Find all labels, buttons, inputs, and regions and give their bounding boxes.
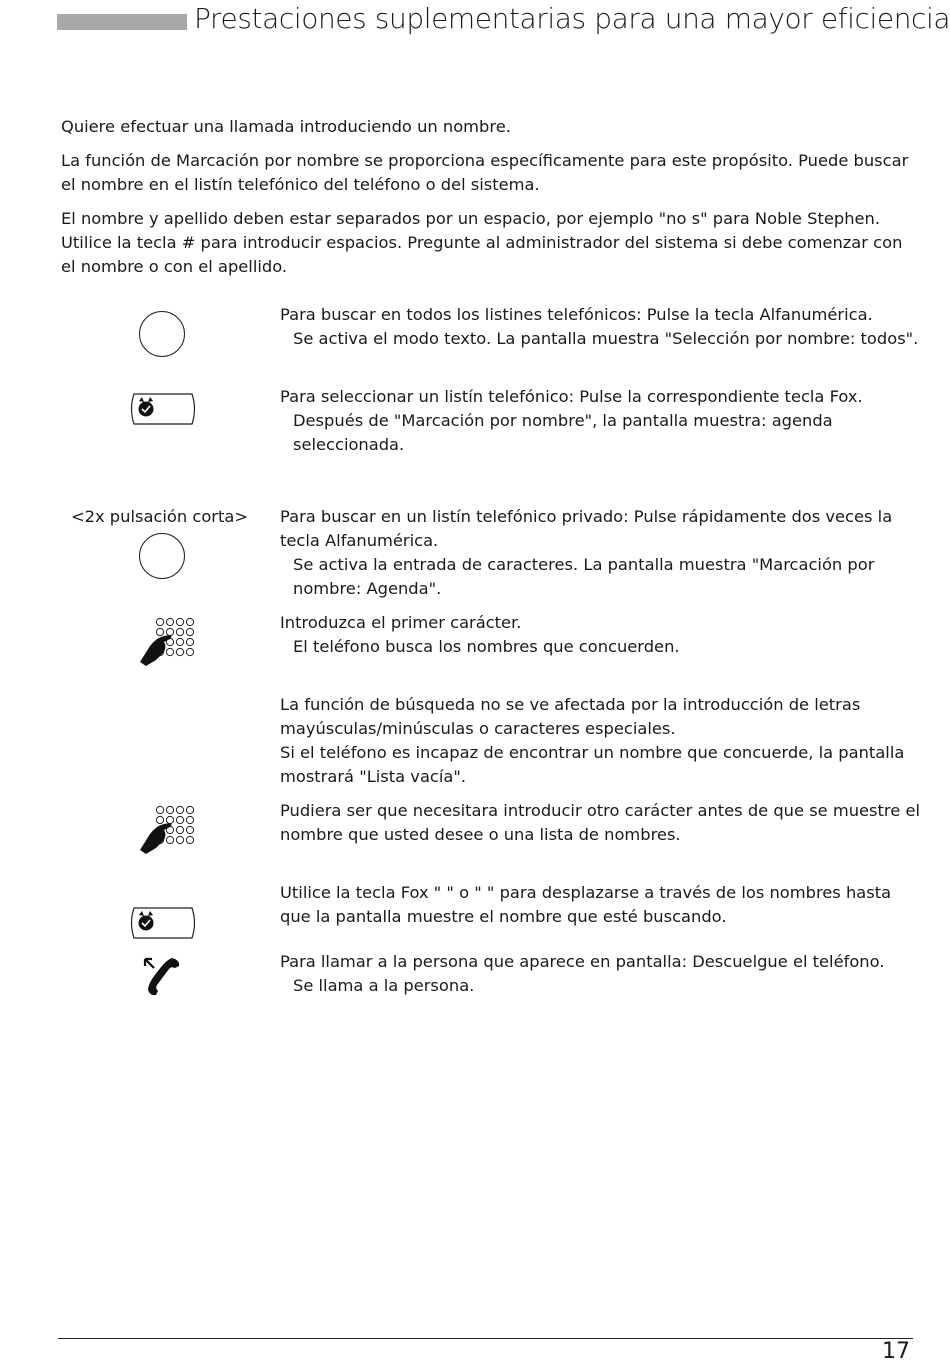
step-2-text: [280, 385, 920, 457]
step-1-sub: Se activa el modo texto. La pantalla muestra "Selección por nombre: todos".: [293, 329, 919, 348]
step-3-sub: Se activa la entrada de caracteres. La pantalla muestra "Marcación por nombre: Agenda".: [293, 555, 875, 598]
header-bar: [57, 14, 187, 30]
step-5-text: Pudiera ser que necesitara introducir otro carácter antes de que se muestre el nombre que usted desee o una lista de nombres.: [280, 801, 920, 844]
step-4-main: Introduzca el primer carácter.: [280, 613, 522, 632]
double-press-label: <2x pulsación corta>: [71, 507, 248, 526]
alpha-key-icon: [139, 311, 185, 357]
step-6-text: Utilice la tecla Fox " " o " " para desplazarse a través de los nombres hasta que la pantalla muestre el nombre que esté buscando.: [280, 883, 892, 926]
step-7-sub: Se llama a la persona.: [293, 976, 475, 995]
step-4-text: [280, 611, 920, 659]
page-number: 17: [882, 1339, 910, 1364]
note-paragraph-1: La función de búsqueda no se ve afectada por la introducción de letras mayúsculas/minúsculas o caracteres especiales.: [280, 695, 861, 738]
alpha-key-icon: [139, 533, 185, 579]
note-block: [280, 693, 920, 789]
intro-paragraph-3: El nombre y apellido deben estar separados por un espacio, por ejemplo "no s" para Noble Stephen. Utilice la tecla # para introducir espacios. Pregunte al administrador del sistema si debe comenzar con el nombre o con el apellido.: [61, 209, 903, 276]
intro-paragraph-1: Quiere efectuar una llamada introduciendo un nombre.: [61, 117, 511, 136]
step-3-main: Para buscar en un listín telefónico privado: Pulse rápidamente dos veces la tecla Alfanumérica.: [280, 507, 893, 550]
intro-paragraph-2: La función de Marcación por nombre se proporciona específicamente para este propósito. Puede buscar el nombre en el listín telefónico del teléfono o del sistema.: [61, 151, 909, 194]
fox-key-icon: [128, 907, 198, 939]
page-title: Prestaciones suplementarias para una mayor eficiencia: [194, 2, 950, 35]
keypad-icon: [136, 616, 202, 668]
step-3-text: [280, 505, 920, 601]
step-2-main: Para seleccionar un listín telefónico: Pulse la correspondiente tecla Fox.: [280, 387, 863, 406]
footer-divider: [58, 1338, 913, 1339]
step-1-text: [280, 303, 920, 351]
note-paragraph-2: Si el teléfono es incapaz de encontrar un nombre que concuerde, la pantalla mostrará "Lista vacía".: [280, 743, 905, 786]
step-2-sub: Después de "Marcación por nombre", la pantalla muestra: agenda seleccionada.: [293, 411, 833, 454]
handset-lift-icon: [142, 955, 184, 997]
step-1-main: Para buscar en todos los listines telefónicos: Pulse la tecla Alfanumérica.: [280, 305, 873, 324]
step-4-sub: El teléfono busca los nombres que concuerden.: [293, 637, 680, 656]
step-7-text: [280, 950, 920, 998]
keypad-icon: [136, 804, 202, 856]
fox-key-icon: [128, 393, 198, 425]
step-7-main: Para llamar a la persona que aparece en pantalla: Descuelgue el teléfono.: [280, 952, 885, 971]
